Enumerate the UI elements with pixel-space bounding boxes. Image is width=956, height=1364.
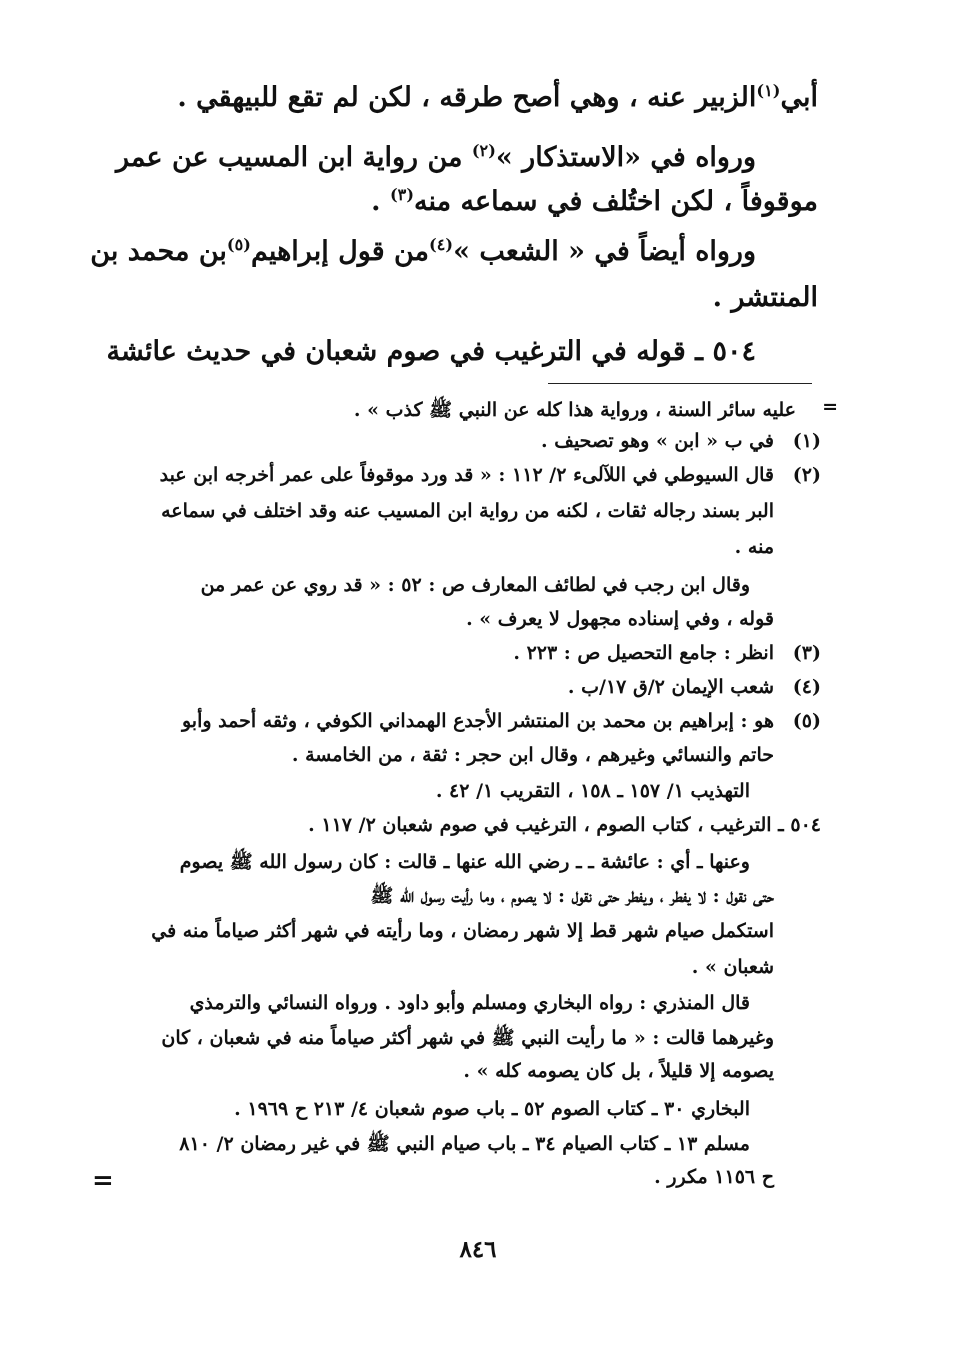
footnote-ref-2: (٢): [471, 141, 496, 160]
main-text-fragment: أبي: [780, 82, 818, 113]
footnote-number-text: (٤): [792, 676, 821, 698]
footnote-5-line-3: [436, 780, 750, 802]
footnote-text: قوله ، وفي إسناده مجهول لا يعرف » .: [466, 608, 774, 630]
footnote-504-line-2: [180, 850, 750, 878]
footnote-text: منه .: [734, 536, 774, 558]
main-text-fragment: بن محمد بن: [90, 236, 227, 267]
main-paragraph-3-line-1: [90, 236, 818, 267]
footnote-504-line-3: [370, 884, 774, 912]
main-paragraph-1-line-1: [177, 82, 818, 113]
main-text-fragment: ورواه أيضاً في « الشعب »: [453, 236, 756, 267]
footnote-2-line-5: [466, 608, 774, 630]
footnote-text: انظر : جامع التحصيل ص : ٢٢٣ .: [513, 642, 774, 664]
main-text-fragment: .: [371, 186, 390, 217]
footnote-504-line-4: [151, 920, 774, 942]
footnote-text: وقال ابن رجب في لطائف المعارف ص : ٥٢ : « قد روي عن عمر من: [200, 574, 750, 596]
footnote-number-text: (٣): [792, 642, 821, 664]
footnote-text: التهذيب ١/ ١٥٧ ـ ١٥٨ ، التقريب ١/ ٤٢ .: [435, 780, 750, 802]
footnote-text: مسلم ١٣ ـ كتاب الصيام ٣٤ ـ باب صيام النبي ﷺ في غير رمضان ٢/ ٨١٠: [179, 1133, 750, 1155]
footnote-text: ٥٠٤ ـ الترغيب ، كتاب الصوم ، الترغيب في صوم شعبان ٢/ ١١٧ .: [308, 814, 821, 836]
footnote-504-line-10: [179, 1132, 750, 1160]
footnote-3: [513, 642, 774, 664]
footnote-text: شعب الإيمان ٢/ق ١٧/ب .: [567, 676, 774, 698]
footnote-continuation-mark: [822, 396, 838, 418]
footnote-504-line-6: [190, 992, 750, 1014]
main-text-fragment: من قول إبراهيم: [250, 236, 430, 267]
footnote-ref-4: (٤): [429, 235, 454, 254]
footnote-text: يصومه إلا قليلاً ، بل كان يصومه كله » .: [463, 1060, 774, 1082]
footnote-504-line-1: [308, 814, 821, 836]
footnote-text: هو : إبراهيم بن محمد بن المنتشر الأجدع الهمداني الكوفي ، وثقه أحمد وأبو: [181, 710, 774, 732]
footnote-2-number: [793, 464, 821, 486]
footnote-5-line-2: [292, 744, 774, 766]
footnote-text: ح ١١٥٦ مكرر .: [654, 1166, 774, 1188]
footnote-ref-5: (٥): [226, 235, 251, 254]
footnote-number-text: (٥): [792, 710, 821, 732]
footnote-504-line-9: [234, 1098, 750, 1120]
footnote-5-line-1: [182, 710, 774, 732]
main-text-fragment: المنتشر .: [712, 282, 818, 313]
main-paragraph-2-line-2: [371, 186, 818, 217]
footnote-3-number: [793, 642, 821, 664]
footnote-ref-1: (١): [756, 81, 781, 100]
footnote-4: [568, 676, 774, 698]
main-paragraph-3-line-2: [713, 282, 818, 313]
footnote-2-line-1: [160, 464, 774, 486]
page-number-text: ٨٤٦: [459, 1236, 497, 1263]
main-text-fragment: من رواية ابن المسيب عن عمر: [115, 142, 472, 173]
footnote-5-number: [793, 710, 821, 732]
footnote-text: البخاري ٣٠ ـ كتاب الصوم ٥٢ ـ باب صوم شعبان ٤/ ٢١٣ ح ١٩٦٩ .: [234, 1098, 750, 1120]
footnote-text: عليه سائر السنة ، ورواية هذا كله عن النبي ﷺ كذب » .: [353, 399, 796, 421]
main-paragraph-2-line-1: [115, 141, 818, 173]
footnote-text: البر بسند رجاله ثقات ، لكنه من رواية ابن المسيب عنه وقد اختلف في سماعه: [161, 500, 774, 522]
footnote-text: وعنها ـ أي : عائشة ـ ـ رضي الله عنها ـ قالت : كان رسول الله ﷺ يصوم: [179, 851, 750, 873]
footnote-4-number: [793, 676, 821, 698]
footnote-text: وغيرهما قالت : « ما رأيت النبي ﷺ في شهر أكثر صياماً منه في شعبان ، كان: [161, 1027, 774, 1049]
footnote-number-text: (١): [792, 430, 821, 452]
footnote-504-line-11: [654, 1166, 774, 1188]
footnote-divider: [548, 383, 812, 384]
footnote-text: شعبان » .: [691, 956, 774, 978]
footnote-2-line-3: [735, 536, 774, 558]
footnote-1: [541, 430, 774, 452]
footnote-text: قال المنذري : رواه البخاري ومسلم وأبو داود . ورواه النسائي والترمذي: [189, 992, 750, 1014]
main-text-fragment: الزبير عنه ، وهي أصح طرقه ، لكن لم تقع للبيهقي .: [177, 82, 757, 113]
footnote-text: حتى نقول : لا يفطر ، ويفطر حتى نقول : لا يصوم ، وما رأيت رسول الله ﷺ: [370, 885, 774, 907]
footnote-2-line-4: [201, 574, 750, 596]
footnote-text: حاتم والنسائي وغيرهم ، وقال ابن حجر : ثقة ، من الخامسة .: [291, 744, 774, 766]
footnote-1-number: [793, 430, 821, 452]
heading-text: ٥٠٤ ـ قوله في الترغيب في صوم شعبان في حديث عائشة: [106, 336, 756, 367]
main-text-fragment: ورواه في «الاستذكار »: [495, 142, 756, 173]
section-heading-504: [106, 336, 756, 367]
footnote-504-line-5: [692, 956, 774, 978]
bottom-continuation-mark: [92, 1166, 114, 1196]
continuation-equals-icon: =: [822, 396, 838, 418]
footnote-ref-3: (٣): [389, 185, 415, 204]
footnote-continuation: [354, 398, 796, 426]
main-text-fragment: موقوفاً ، لكن اختُلف في سماعه منه: [414, 186, 818, 217]
continuation-equals-icon: =: [92, 1166, 114, 1196]
footnote-text: قال السيوطي في اللآلىء ٢/ ١١٢ : « قد ورد موقوفاً على عمر أخرجه ابن عبد: [159, 464, 774, 486]
footnote-number-text: (٢): [792, 464, 821, 486]
page-number: [436, 1236, 520, 1263]
footnote-2-line-2: [161, 500, 774, 522]
footnote-text: في ب « ابن » وهو تصحيف .: [541, 430, 774, 452]
footnote-504-line-8: [463, 1060, 774, 1082]
footnote-504-line-7: [161, 1026, 774, 1054]
footnote-text: استكمل صيام شهر قط إلا شهر رمضان ، وما رأيته في شهر أكثر صياماً منه في: [151, 920, 774, 942]
